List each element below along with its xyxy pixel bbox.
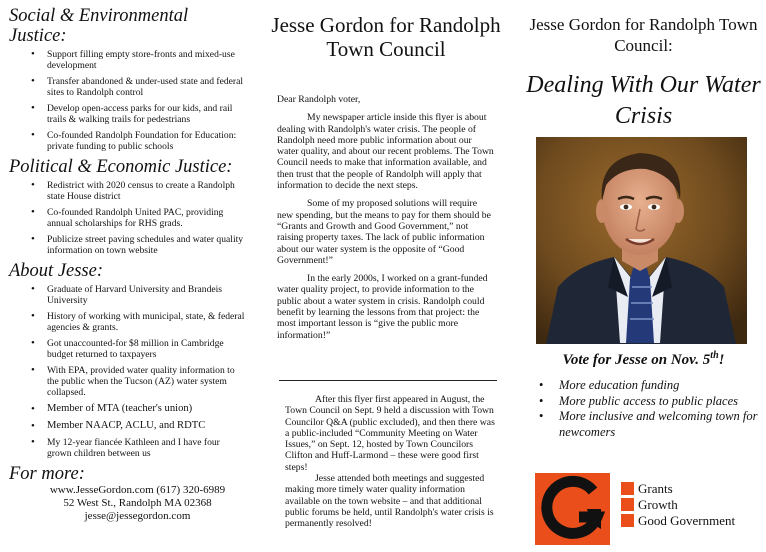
priorities-list <box>539 378 763 440</box>
section-title-social: Social & Environmental Justice: <box>9 6 189 46</box>
social-justice-list <box>9 49 246 152</box>
list-item: • Got unaccounted-for $8 million in Cambridge budget returned to taxpayers <box>9 338 246 360</box>
section-title-political: Political & Economic Justice: <box>9 157 233 177</box>
letter-paragraph: In the early 2000s, I worked on a grant-funded water quality project, to provide information to the public about a water system in crisis. Randolph could benefit by learning the lessons from that project: the most important lesson is “give the public more information!” <box>277 273 488 341</box>
list-item: • Co-founded Randolph United PAC, providing annual scholarships for RHS grads. <box>9 207 246 229</box>
candidate-photo <box>536 137 747 344</box>
slogan-text: Growth <box>638 496 678 512</box>
list-item: • Member of MTA (teacher's union) <box>9 403 246 415</box>
g-logo-mini-icon <box>621 498 634 511</box>
list-item: • Support filling empty store-fronts and mixed-use development <box>9 49 246 71</box>
about-jesse-list <box>9 284 246 459</box>
right-subtitle: Dealing With Our Water Crisis <box>526 72 761 129</box>
section-title-about: About Jesse: <box>9 261 104 281</box>
list-item: • History of working with municipal, state, & federal agencies & grants. <box>9 311 246 333</box>
middle-title: Jesse Gordon for Randolph Town Council <box>271 13 501 61</box>
update-paragraph: After this flyer first appeared in August, the Town Council on Sept. 9 held a discussion with Town Councilor Q&A (public excluded), and then there was a public-included “Community Meeting on Water Issues,” on Sept. 12, hosted by Town Councilors Clifton and Huff-Larmond – these were good first steps! <box>285 394 495 473</box>
divider <box>279 380 497 381</box>
list-item: • With EPA, provided water quality information to the public when the Tucson (AZ) water system collapsed. <box>9 365 246 398</box>
vote-end: ! <box>718 352 725 368</box>
website-phone: www.JesseGordon.com (617) 320-6989 <box>49 484 226 496</box>
list-item: • Member NAACP, ACLU, and RDTC <box>9 420 246 432</box>
list-item: • My 12-year fiancée Kathleen and I have four grown children between us <box>9 437 246 459</box>
section-title-more: For more: <box>9 464 85 484</box>
slogan-row <box>621 512 735 528</box>
address: 52 West St., Randolph MA 02368 <box>63 497 212 509</box>
update-paragraph: Jesse attended both meetings and suggested making more timely water quality information available on the town website – and that additional public forums be held, until Randolph's water crisis is permanently resolved! <box>285 473 494 530</box>
list-item: • More public access to public places <box>539 394 763 410</box>
g-logo-mini-icon <box>621 514 634 527</box>
slogan-text: Grants <box>638 480 673 496</box>
letter-paragraph: Some of my proposed solutions will require new spending, but the means to pay for them should be “Grants and Growth and Good Government,” not raising property taxes. The lack of public information about our water system is the opposite of “Good Government!” <box>277 198 491 266</box>
political-justice-list <box>9 180 246 256</box>
letter-paragraph: My newspaper article inside this flyer is about dealing with Randolph's water crisis. The people of Randolph need more public information about our water quality, and about our recent problems. The Town Council needs to make that information available, and then trust that the people of Randolph will apply that information to decide the next steps. <box>277 112 494 192</box>
email: jesse@jessegordon.com <box>84 510 191 522</box>
salutation: Dear Randolph voter, <box>277 94 361 105</box>
list-item: • Graduate of Harvard University and Brandeis University <box>9 284 246 306</box>
middle-panel <box>259 0 513 552</box>
candidate-portrait-image <box>536 137 747 344</box>
list-item: • Publicize street paving schedules and water quality information on town website <box>9 234 246 256</box>
list-item: • More education funding <box>539 378 763 394</box>
g-logo-mini-icon <box>621 482 634 495</box>
slogan-text: Good Government <box>638 512 736 528</box>
contact-block <box>29 484 246 523</box>
left-panel <box>0 0 252 552</box>
vote-text: Vote for Jesse on Nov. 5 <box>562 352 711 368</box>
list-item: • Co-founded Randolph Foundation for Education: private funding to public schools <box>9 130 246 152</box>
list-item: • Develop open-access parks for our kids, and rail trails & walking trails for pedestrians <box>9 103 246 125</box>
slogan-row <box>621 480 735 496</box>
vote-callout <box>521 350 766 369</box>
g-logo <box>535 473 610 545</box>
g-logo-icon <box>535 473 610 545</box>
vote-suffix: th <box>710 350 719 361</box>
list-item: • Transfer abandoned & under-used state and federal sites to Randolph control <box>9 76 246 98</box>
right-title: Jesse Gordon for Randolph Town Council: <box>529 15 758 55</box>
letter <box>277 94 495 348</box>
slogans <box>621 480 735 528</box>
list-item: • Redistrict with 2020 census to create a Randolph state House district <box>9 180 246 202</box>
update-note <box>285 394 499 537</box>
slogan-row <box>621 496 735 512</box>
list-item: • More inclusive and welcoming town for newcomers <box>539 409 763 440</box>
right-panel <box>521 0 766 552</box>
